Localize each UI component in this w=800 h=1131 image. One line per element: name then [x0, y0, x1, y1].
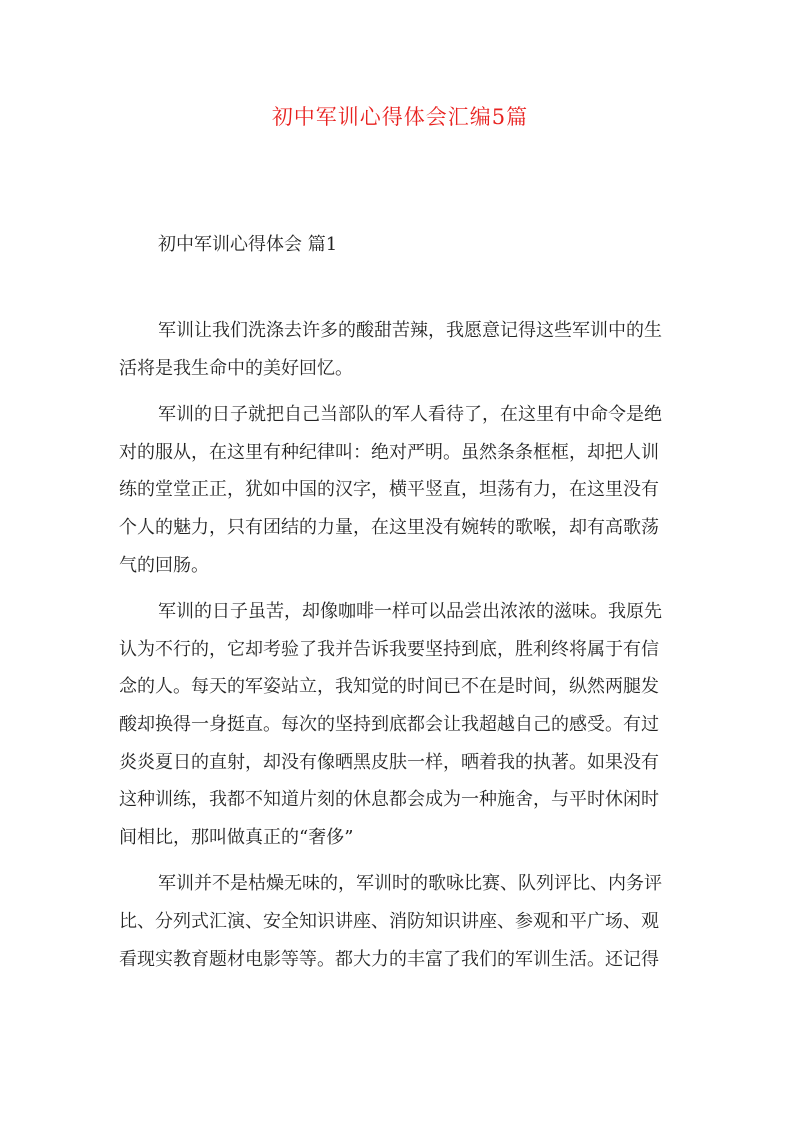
- paragraph-2: [119, 396, 683, 584]
- text-line: 看现实教育题材电影等等。都大力的丰富了我们的军训生活。还记得: [119, 948, 659, 970]
- body-text: [119, 312, 683, 987]
- text-line: 比、分列式汇演、安全知识讲座、消防知识讲座、参观和平广场、观: [119, 910, 659, 932]
- text-line: 活将是我生命中的美好回忆。: [119, 357, 353, 379]
- text-line: 念的人。每天的军姿站立，我知觉的时间已不在是时间，纵然两腿发: [119, 676, 659, 698]
- paragraph-1: [119, 312, 683, 387]
- text-line: 间相比，那叫做真正的“奢侈”: [119, 826, 354, 848]
- text-line: 军训让我们洗涤去许多的酸甜苦辣，我愿意记得这些军训中的生: [158, 320, 662, 341]
- text-line: 炎炎夏日的直射，却没有像晒黑皮肤一样，晒着我的执著。如果没有: [119, 751, 659, 773]
- section-heading: 初中军训心得体会 篇1: [158, 234, 338, 255]
- text-line: 个人的魅力，只有团结的力量，在这里没有婉转的歌喉，却有高歌荡: [119, 516, 659, 538]
- text-line: 气的回肠。: [119, 554, 209, 576]
- text-line: 军训并不是枯燥无味的，军训时的歌咏比赛、队列评比、内务评: [158, 873, 662, 895]
- text-line: 酸却换得一身挺直。每次的坚持到底都会让我超越自己的感受。有过: [119, 713, 659, 735]
- text-line: 军训的日子就把自己当部队的军人看待了，在这里有中命令是绝: [158, 404, 662, 426]
- text-line: 练的堂堂正正，犹如中国的汉字，横平竖直，坦荡有力，在这里没有: [119, 479, 659, 501]
- paragraph-4: [119, 865, 683, 978]
- text-line: 认为不行的，它却考验了我并告诉我要坚持到底，胜利终将属于有信: [119, 638, 659, 660]
- document-title: 初中军训心得体会汇编5篇: [271, 105, 529, 129]
- text-line: 这种训练，我都不知道片刻的休息都会成为一种施舍，与平时休闲时: [119, 789, 659, 811]
- text-line: 军训的日子虽苦，却像咖啡一样可以品尝出浓浓的滋味。我原先: [158, 601, 662, 623]
- text-line: 对的服从，在这里有种纪律叫：绝对严明。虽然条条框框，却把人训: [119, 441, 659, 463]
- paragraph-3: [119, 593, 683, 856]
